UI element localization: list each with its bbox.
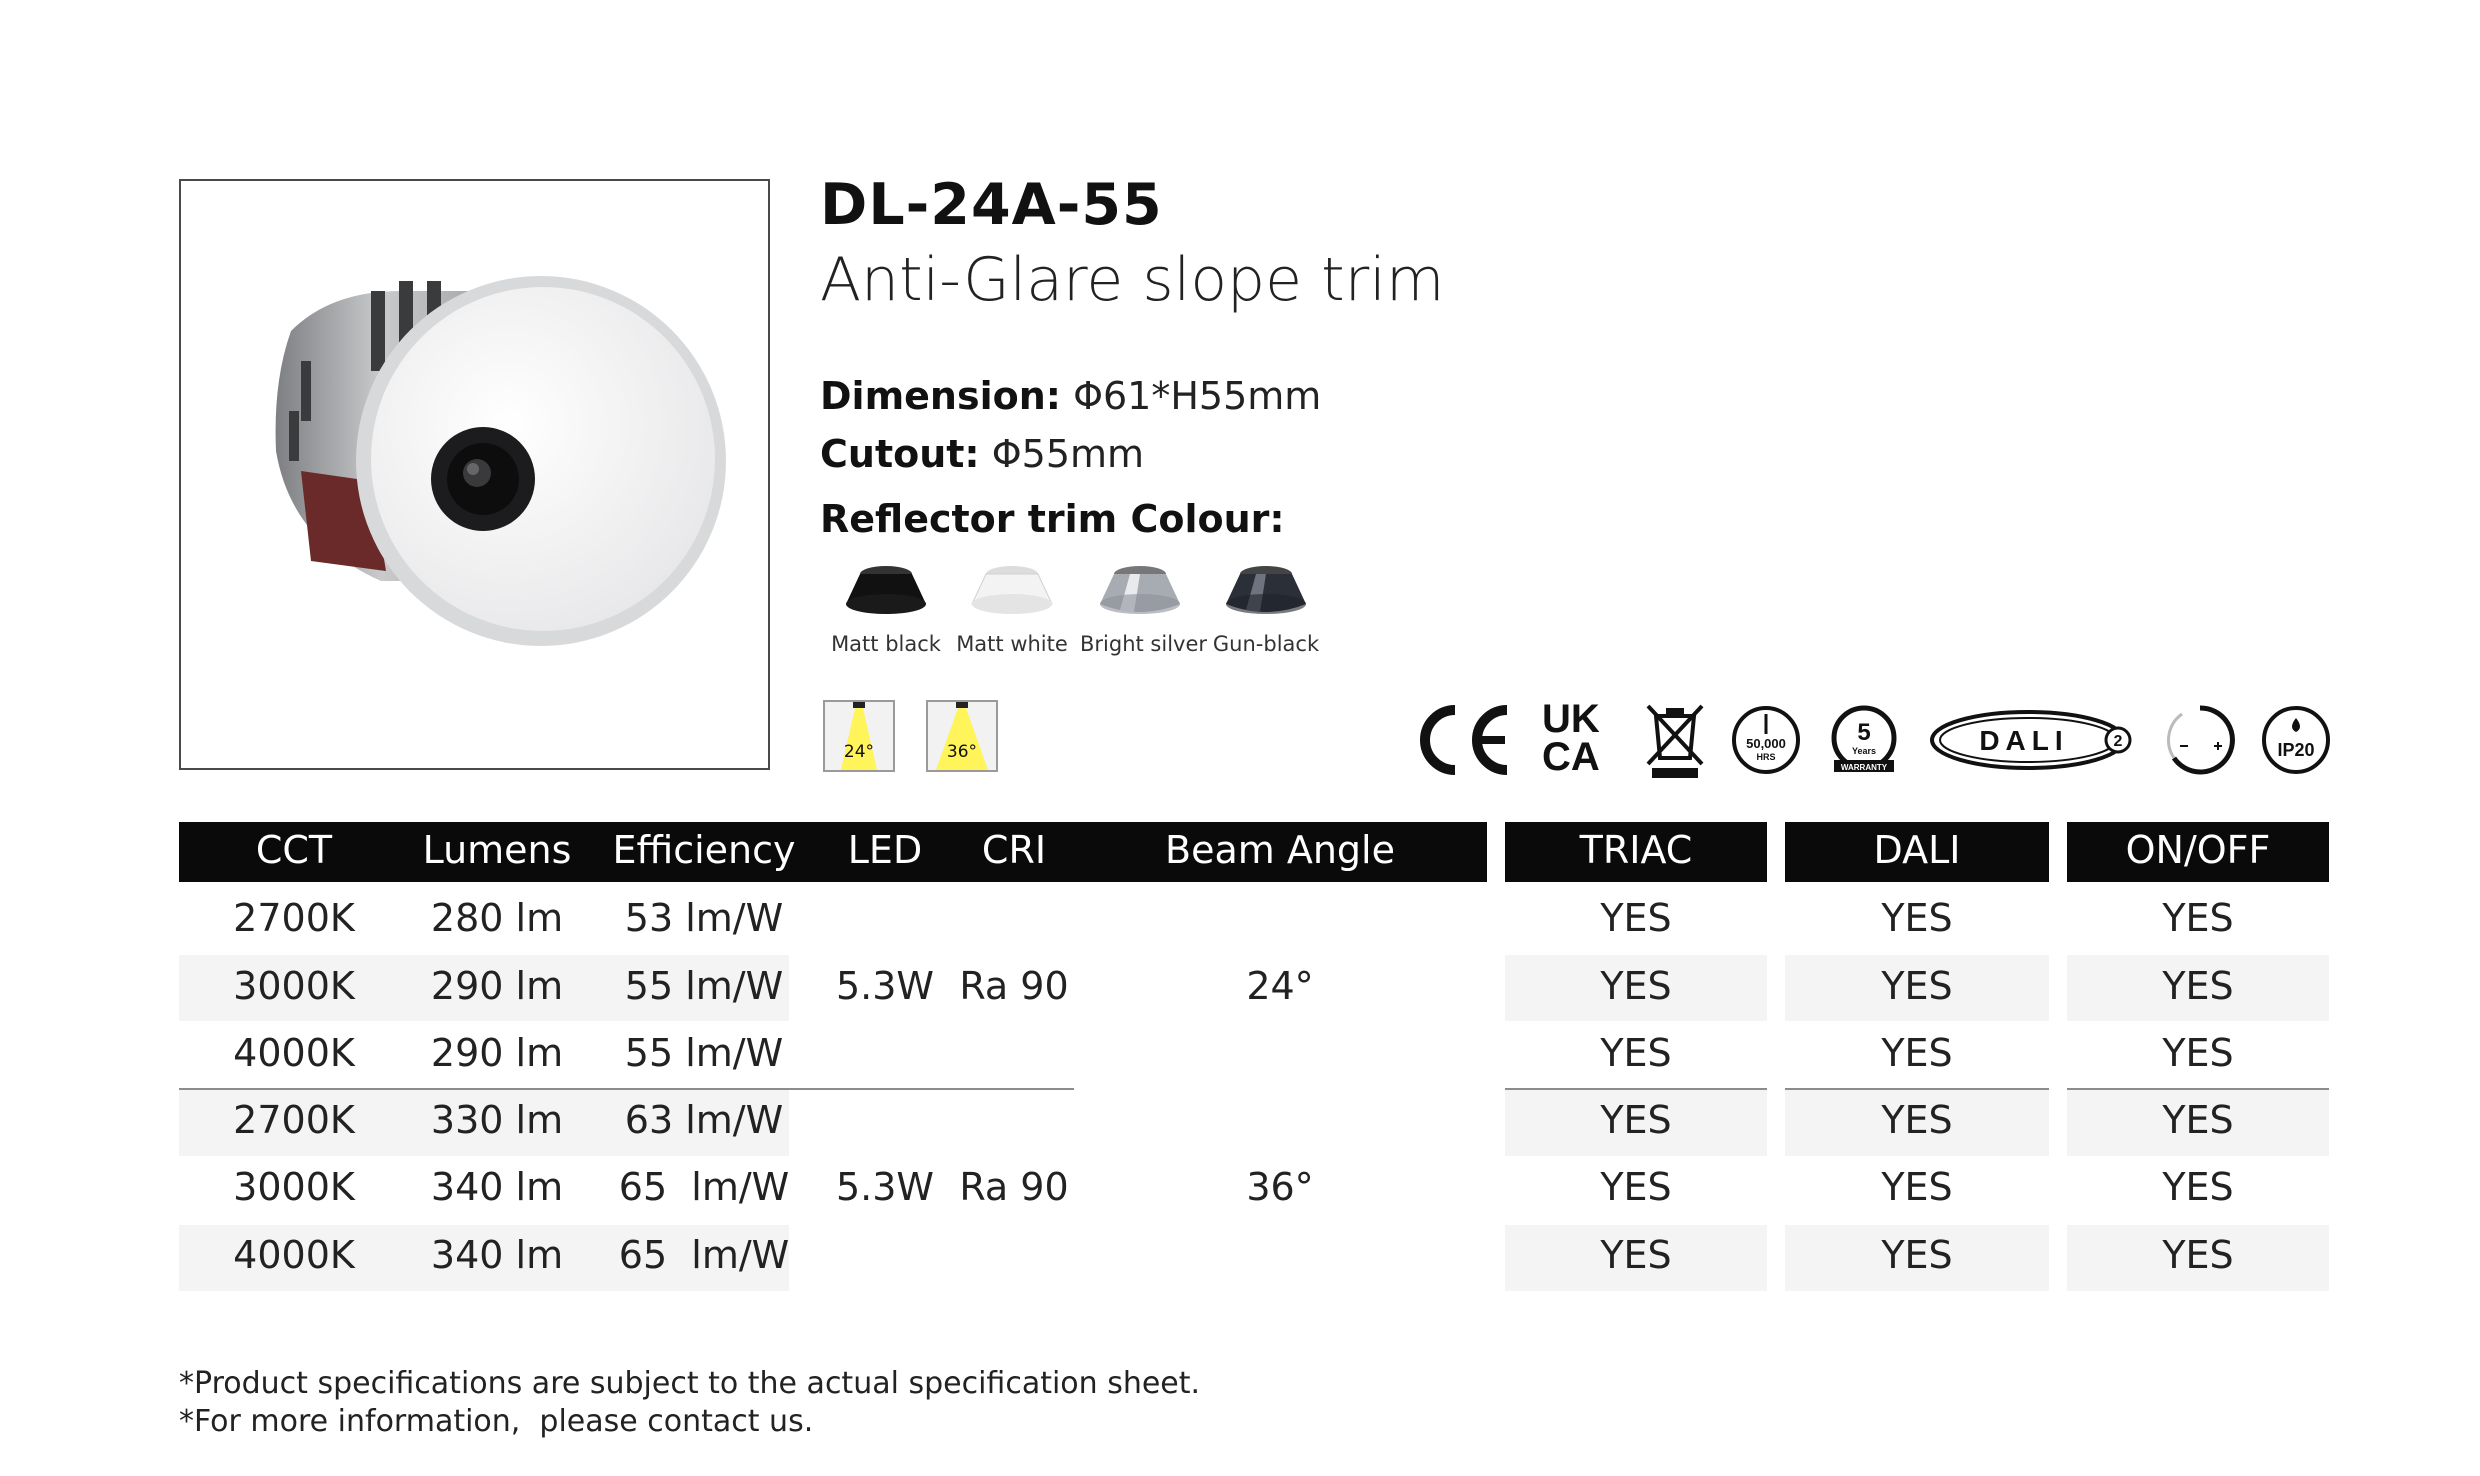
dimension-label: Dimension: (820, 374, 1061, 418)
header-cri: CRI (981, 828, 1047, 872)
header-efficiency: Efficiency (612, 828, 796, 872)
cell-efficiency: 55 lm/W (624, 964, 784, 1008)
cell-cct: 4000K (233, 1233, 355, 1277)
cell-efficiency: 65 lm/W (618, 1165, 790, 1209)
cell-dali: YES (1881, 964, 1953, 1008)
cell-dali: YES (1881, 1233, 1953, 1277)
product-image-frame (179, 179, 770, 770)
cell-efficiency: 55 lm/W (624, 1031, 784, 1075)
cell-efficiency: 65 lm/W (618, 1233, 790, 1277)
header-triac: TRIAC (1579, 828, 1693, 872)
reflector-label: Reflector trim Colour: (820, 497, 1285, 541)
cell-beam-angle: 36° (1246, 1165, 1314, 1209)
cell-lumens: 290 lm (430, 964, 564, 1008)
svg-text:WARRANTY: WARRANTY (1840, 763, 1888, 772)
cell-cct: 3000K (233, 1165, 355, 1209)
weee-bin-icon (1640, 700, 1710, 780)
downlight-product-image (181, 181, 772, 772)
dimension-value: Φ61*H55mm (1073, 374, 1322, 418)
group-divider (179, 1088, 1074, 1090)
cutout-spec (820, 432, 1144, 476)
svg-text:5: 5 (1857, 719, 1871, 746)
cell-onoff: YES (2162, 1233, 2234, 1277)
dali-2-icon (1928, 700, 2134, 780)
cell-lumens: 340 lm (430, 1165, 564, 1209)
svg-text:DALI: DALI (1979, 725, 2069, 756)
dimmable-icon (2162, 700, 2238, 780)
cell-beam-angle: 24° (1246, 964, 1314, 1008)
cell-onoff: YES (2162, 1165, 2234, 1209)
reflector-swatch-matt-black (826, 560, 946, 656)
group-divider (2067, 1088, 2329, 1090)
header-led: LED (847, 828, 923, 872)
footnote: *For more information, please contact us. (179, 1404, 814, 1439)
header-dali: DALI (1873, 828, 1961, 872)
beam-option-24 (823, 700, 895, 772)
cell-onoff: YES (2162, 964, 2234, 1008)
cell-triac: YES (1600, 1031, 1672, 1075)
header-lumens: Lumens (422, 828, 572, 872)
footnote: *Product specifications are subject to the actual specification sheet. (179, 1366, 1201, 1401)
reflector-bright-silver-icon (1090, 560, 1190, 620)
header-beam-angle: Beam Angle (1165, 828, 1395, 872)
group-divider (1505, 1088, 1767, 1090)
reflector-matt-white-icon (962, 560, 1062, 620)
reflector-name: Matt white (956, 632, 1068, 656)
cell-onoff: YES (2162, 1031, 2234, 1075)
svg-text:IP20: IP20 (2277, 740, 2315, 760)
reflector-name: Bright silver (1080, 632, 1208, 656)
cell-triac: YES (1600, 1098, 1672, 1142)
beam-option-36 (926, 700, 998, 772)
warranty-5-years-icon (1826, 700, 1902, 780)
cell-cct: 3000K (233, 964, 355, 1008)
reflector-swatch-bright-silver (1080, 560, 1208, 656)
cell-led: 5.3W (835, 1165, 934, 1209)
cell-lumens: 340 lm (430, 1233, 564, 1277)
cell-cct: 2700K (233, 896, 355, 940)
reflector-name: Gun-black (1212, 632, 1320, 656)
svg-text:50,000: 50,000 (1746, 736, 1786, 751)
cell-dali: YES (1881, 1098, 1953, 1142)
cell-cct: 2700K (233, 1098, 355, 1142)
cutout-value: Φ55mm (991, 432, 1145, 476)
beam-option-label: 36° (946, 742, 978, 762)
cell-triac: YES (1600, 896, 1672, 940)
cell-dali: YES (1881, 896, 1953, 940)
cell-cct: 4000K (233, 1031, 355, 1075)
cell-efficiency: 63 lm/W (624, 1098, 784, 1142)
ip20-icon (2258, 700, 2334, 780)
header-cct: CCT (255, 828, 333, 872)
cutout-label: Cutout: (820, 432, 980, 476)
reflector-swatch-matt-white (952, 560, 1072, 656)
cell-lumens: 290 lm (430, 1031, 564, 1075)
reflector-matt-black-icon (836, 560, 936, 620)
dimension-spec (820, 374, 1321, 418)
reflector-name: Matt black (831, 632, 941, 656)
cell-efficiency: 53 lm/W (624, 896, 784, 940)
cell-led: 5.3W (835, 964, 934, 1008)
cell-triac: YES (1600, 964, 1672, 1008)
cell-triac: YES (1600, 1165, 1672, 1209)
cell-cri: Ra 90 (959, 964, 1069, 1008)
cell-dali: YES (1881, 1165, 1953, 1209)
group-divider (1785, 1088, 2049, 1090)
cell-lumens: 330 lm (430, 1098, 564, 1142)
ce-mark-icon (1415, 700, 1515, 780)
svg-text:2: 2 (2113, 733, 2123, 750)
cell-lumens: 280 lm (430, 896, 564, 940)
header-onoff: ON/OFF (2125, 828, 2271, 872)
svg-text:Years: Years (1851, 746, 1877, 756)
svg-text:HRS: HRS (1756, 752, 1776, 762)
reflector-swatch-gun-black (1206, 560, 1326, 656)
cell-onoff: YES (2162, 896, 2234, 940)
cell-triac: YES (1600, 1233, 1672, 1277)
product-subtitle: Anti-Glare slope trim (820, 245, 1445, 315)
ukca-mark-icon: UK CA (1542, 697, 1600, 779)
lifetime-50000-hrs-icon (1728, 700, 1804, 780)
cell-dali: YES (1881, 1031, 1953, 1075)
product-model: DL-24A-55 (820, 172, 1163, 238)
cell-cri: Ra 90 (959, 1165, 1069, 1209)
beam-option-label: 24° (843, 742, 875, 762)
reflector-gun-black-icon (1216, 560, 1316, 620)
cell-onoff: YES (2162, 1098, 2234, 1142)
